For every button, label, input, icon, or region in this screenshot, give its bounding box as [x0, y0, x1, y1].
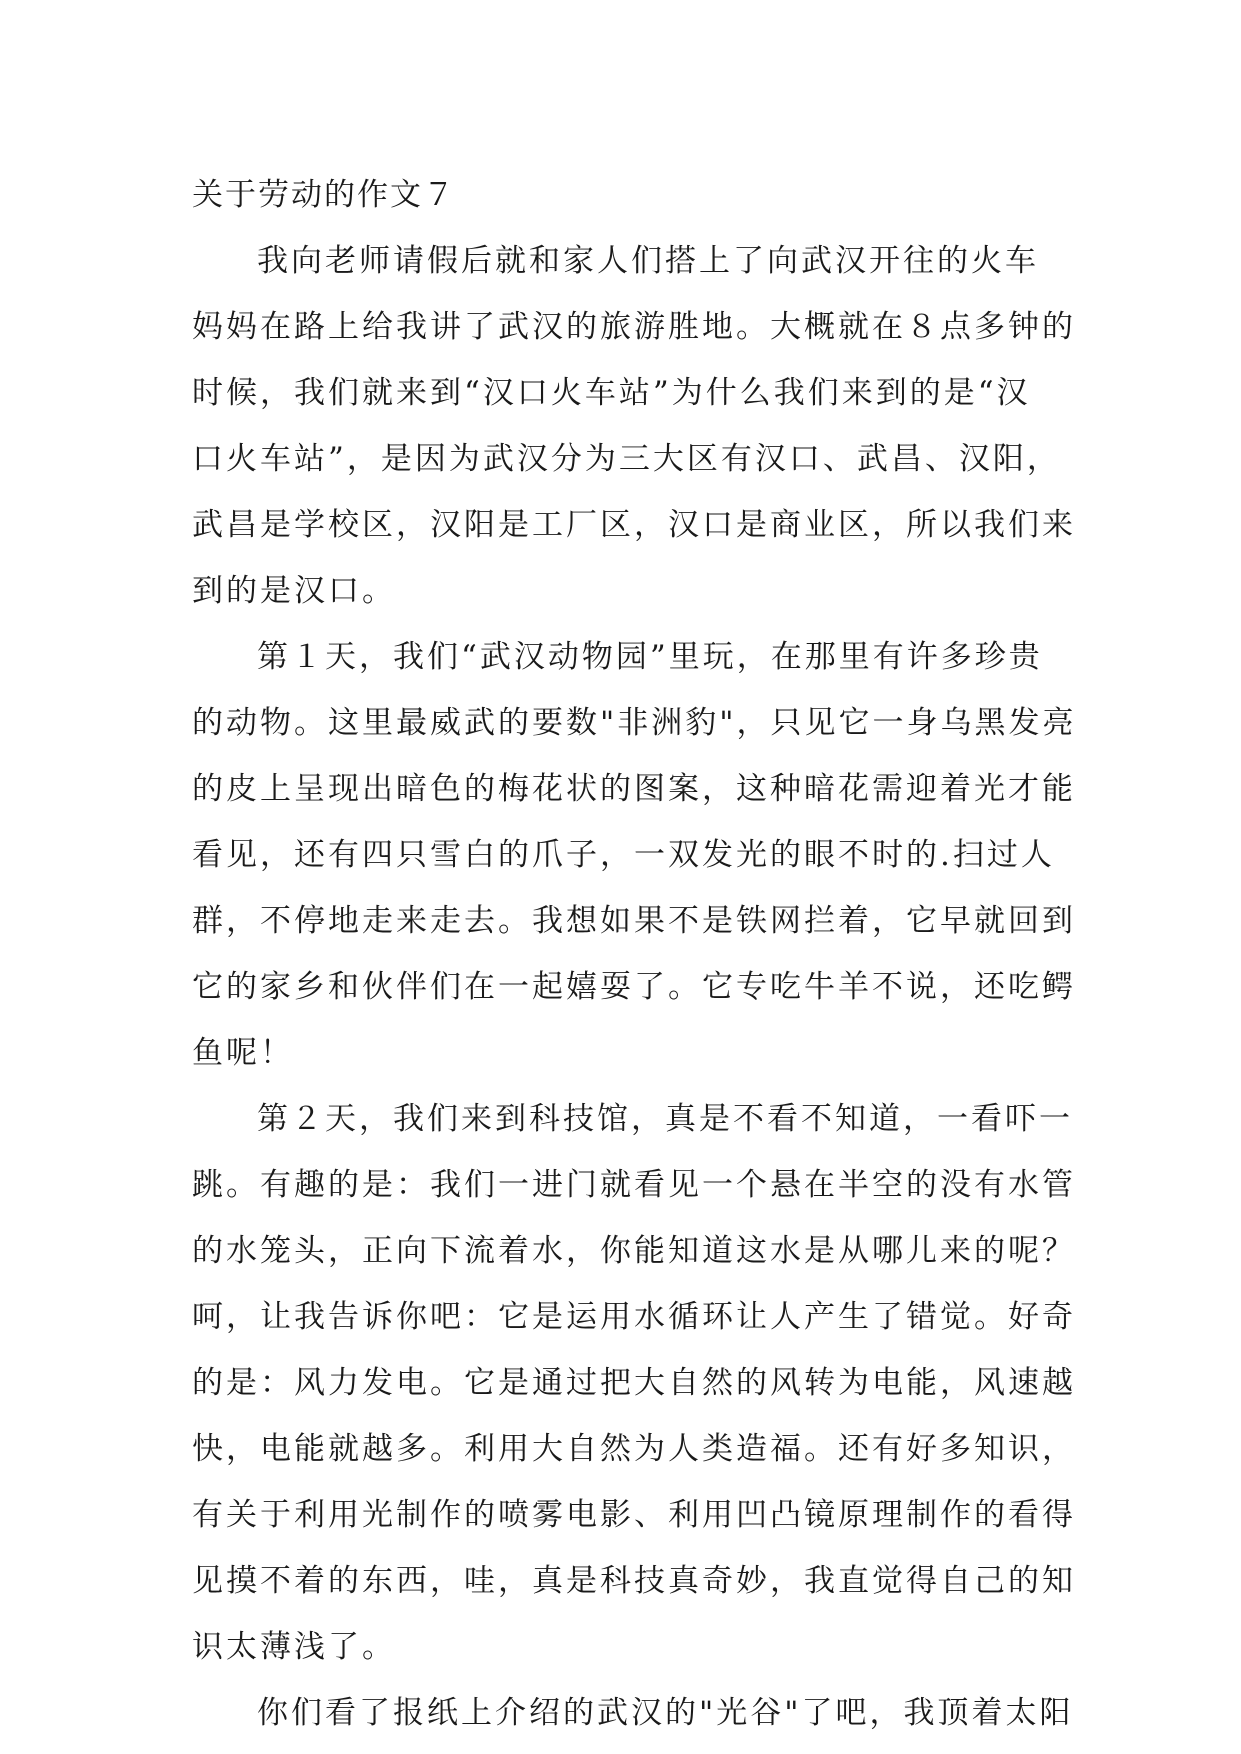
paragraph-3 [192, 1086, 1076, 1680]
paragraph-line: 的水笼头，正向下流着水，你能知道这水是从哪儿来的呢？ [192, 1233, 1076, 1269]
paragraph-line: 呵，让我告诉你吧：它是运用水循环让人产生了错觉。好奇 [192, 1299, 1076, 1335]
paragraph-2 [192, 624, 1077, 1086]
paragraph-line: 我向老师请假后就和家人们搭上了向武汉开往的火车 [257, 243, 1039, 279]
paragraph-line: 群，不停地走来走去。我想如果不是铁网拦着，它早就回到 [192, 903, 1076, 939]
paragraph-line: 的皮上呈现出暗色的梅花状的图案，这种暗花需迎着光才能 [192, 771, 1076, 807]
paragraph-line: 你们看了报纸上介绍的武汉的"光谷"了吧，我顶着太阳 [257, 1695, 1074, 1731]
document-body [192, 162, 1077, 1746]
paragraph-line: 武昌是学校区，汉阳是工厂区，汉口是商业区，所以我们来 [192, 507, 1076, 543]
paragraph-line: 时候，我们就来到“汉口火车站”为什么我们来到的是“汉 [192, 375, 1031, 411]
paragraph-line: 第１天，我们“武汉动物园”里玩，在那里有许多珍贵 [257, 639, 1043, 675]
paragraph-line: 快，电能就越多。利用大自然为人类造福。还有好多知识， [192, 1431, 1076, 1467]
paragraph-line: 到的是汉口。 [192, 573, 396, 609]
paragraph-line: 它的家乡和伙伴们在一起嬉耍了。它专吃牛羊不说，还吃鳄 [192, 969, 1076, 1005]
paragraph-line: 见摸不着的东西，哇，真是科技真奇妙，我直觉得自己的知 [192, 1563, 1076, 1599]
paragraph-line: 识太薄浅了。 [192, 1629, 396, 1665]
paragraph-line: 的是：风力发电。它是通过把大自然的风转为电能，风速越 [192, 1365, 1076, 1401]
paragraph-line: 口火车站”，是因为武汉分为三大区有汉口、武昌、汉阳， [192, 441, 1061, 477]
paragraph-1 [192, 228, 1076, 624]
paragraph-line: 的动物。这里最威武的要数"非洲豹"，只见它一身乌黑发亮 [192, 705, 1077, 741]
document-title: 关于劳动的作文７ [192, 177, 456, 213]
paragraph-line: 有关于利用光制作的喷雾电影、利用凹凸镜原理制作的看得 [192, 1497, 1076, 1533]
paragraph-line: 鱼呢！ [192, 1035, 294, 1071]
paragraph-4 [192, 1680, 1074, 1746]
paragraph-line: 跳。有趣的是：我们一进门就看见一个悬在半空的没有水管 [192, 1167, 1076, 1203]
paragraph-line: 第２天，我们来到科技馆，真是不看不知道，一看吓一 [257, 1101, 1073, 1137]
paragraph-line: 看见，还有四只雪白的爪子，一双发光的眼不时的.扫过人 [192, 837, 1055, 873]
paragraph-line: 妈妈在路上给我讲了武汉的旅游胜地。大概就在８点多钟的 [192, 309, 1076, 345]
